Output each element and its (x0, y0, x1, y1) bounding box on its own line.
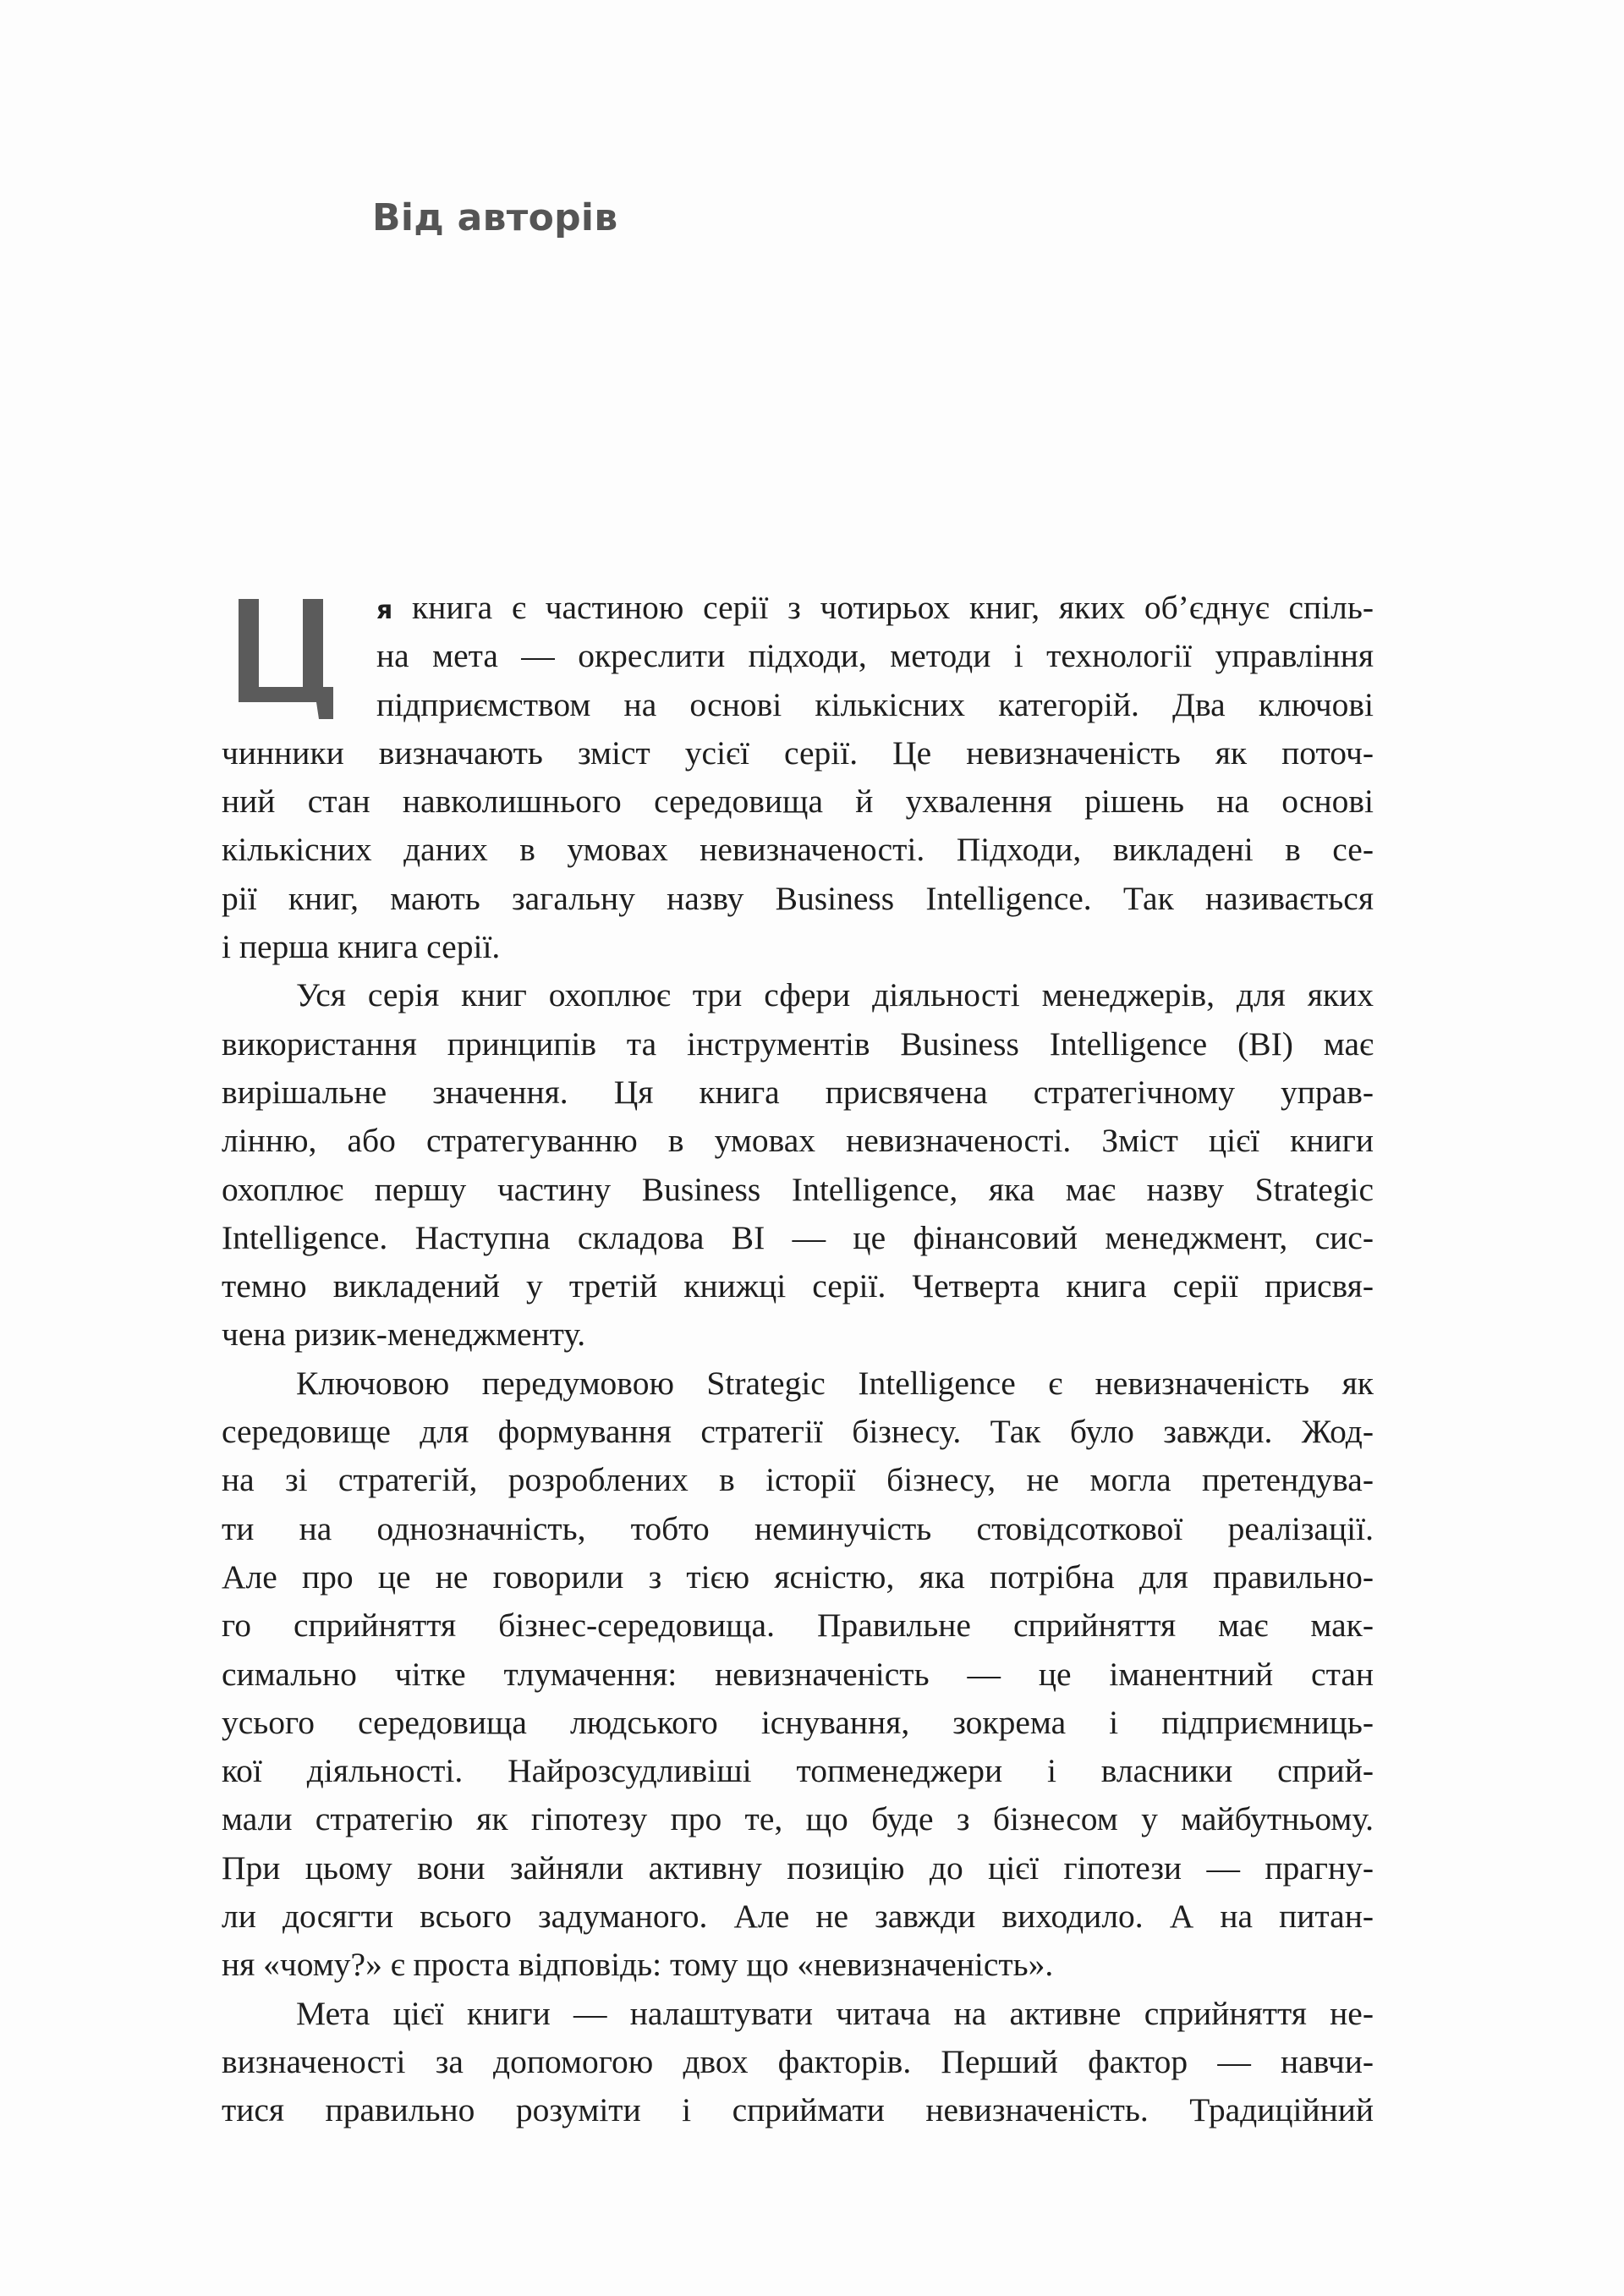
text-line: кої діяльності. Найрозсудливіші топменеджери і власники сприй- (222, 1752, 1374, 1790)
text-line: мали стратегію як гіпотезу про те, що буде з бізнесом у майбутньому. (222, 1800, 1374, 1838)
text-line: симально чітке тлумачення: невизначеність — це іманентний стан (222, 1655, 1374, 1693)
text-line: ти на однозначність, тобто неминучість стовідсоткової реалізації. (222, 1509, 1374, 1547)
text-line: ний стан навколишнього середовища й ухвалення рішень на основі (222, 783, 1374, 821)
text-line: охоплює першу частину Business Intelligence, яка має назву Strategic (222, 1170, 1374, 1208)
paragraph-1 (222, 584, 1374, 971)
text-line: кількісних даних в умовах невизначеності. Підходи, викладені в се- (222, 831, 1374, 869)
chapter-title: Від авторів (372, 196, 618, 239)
text-line: темно викладений у третій книжці серії. Четверта книга серії присвя- (222, 1267, 1374, 1305)
lead-word: я (376, 596, 393, 625)
text-line: Ключовою передумовою Strategic Intelligence є невизначеність як (296, 1364, 1374, 1402)
paragraph-4 (222, 1990, 1374, 2135)
dropcap-letter-tse-icon (239, 599, 348, 719)
text-line: Intelligence. Наступна складова BI — це фінансовий менеджмент, сис- (222, 1218, 1374, 1256)
text-line: Але про це не говорили з тією ясністю, яка потрібна для правильно- (222, 1557, 1374, 1596)
text-line: на мета — окреслити підходи, методи і технології управління (376, 637, 1374, 675)
text-line: вирішальне значення. Ця книга присвячена стратегічному управ- (222, 1073, 1374, 1111)
text-line: При цьому вони зайняли активну позицію до цієї гіпотези — прагну- (222, 1848, 1374, 1887)
text-line: усього середовища людського існування, зокрема і підприємниць- (222, 1703, 1374, 1741)
text-line: використання принципів та інструментів Business Intelligence (BI) має (222, 1024, 1374, 1063)
paragraph-3 (222, 1359, 1374, 1990)
text-line: середовище для формування стратегії бізнесу. Так було завжди. Жод- (222, 1413, 1374, 1451)
text-line: тися правильно розуміти і сприймати невизначеність. Традиційний (222, 2091, 1374, 2129)
text-line: рії книг, мають загальну назву Business Intelligence. Так називається (222, 879, 1374, 917)
text-line: чена ризик-менеджменту. (222, 1316, 586, 1354)
text-line: го сприйняття бізнес-середовища. Правильне сприйняття має мак- (222, 1607, 1374, 1645)
text-line: Уся серія книг охоплює три сфери діяльності менеджерів, для яких (296, 976, 1374, 1014)
text-line: на зі стратегій, розроблених в історії бізнесу, не могла претендува- (222, 1461, 1374, 1499)
text-line: і перша книга серії. (222, 928, 501, 966)
chapter-body (222, 584, 1374, 2135)
text-line: визначеності за допомогою двох факторів. Перший фактор — навчи- (222, 2042, 1374, 2080)
paragraph-2 (222, 971, 1374, 1359)
text-line: Мета цієї книги — налаштувати читача на активне сприйняття не- (296, 1994, 1374, 2032)
text-line: лінню, або стратегуванню в умовах невизначеності. Зміст цієї книги (222, 1122, 1374, 1160)
text-line: чинники визначають зміст усієї серії. Це невизначеність як поточ- (222, 733, 1374, 772)
text-line: підприємством на основі кількісних категорій. Два ключові (376, 685, 1374, 723)
text-line: ня «чому?» є проста відповідь: тому що «невизначеність». (222, 1946, 1054, 1984)
text-line: ли досягти всього задуманого. Але не завжди виходило. А на питан- (222, 1898, 1374, 1936)
text-line: я книга є частиною серії з чотирьох книг, яких об’єднує спіль- (376, 589, 1374, 626)
